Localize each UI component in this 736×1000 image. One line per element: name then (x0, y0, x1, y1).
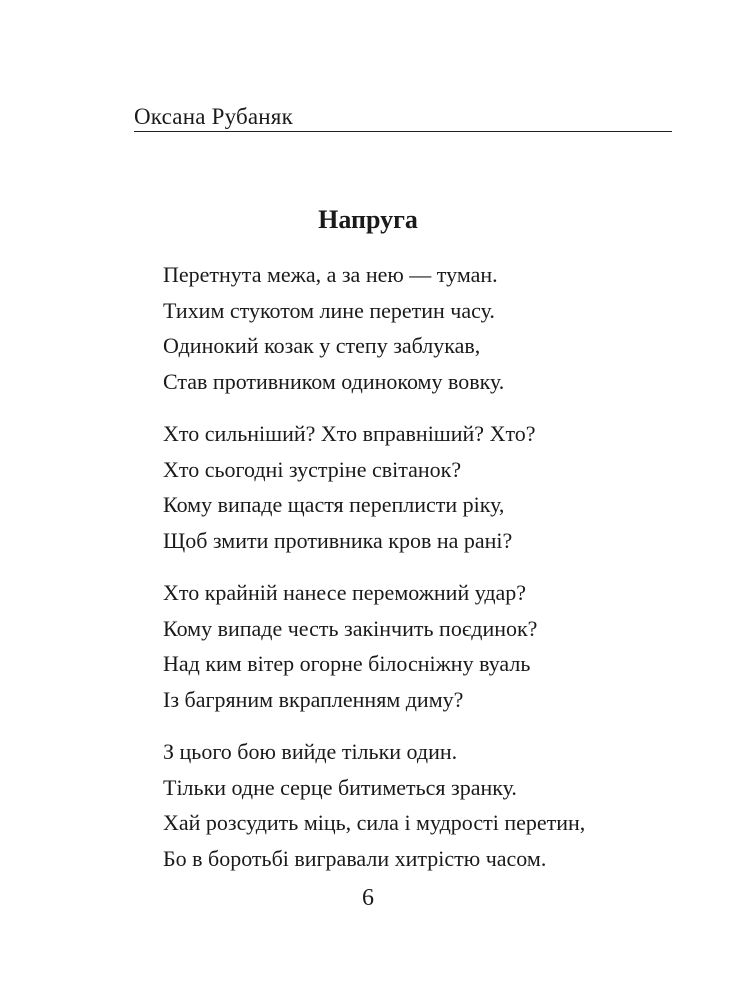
poem-line: Кому випаде щастя переплисти ріку, (163, 492, 505, 517)
stanza-2 (163, 416, 585, 558)
poem-line: Став противником одинокому вовку. (163, 368, 505, 394)
poem-line: Одинокий козак у степу заблукав, (163, 333, 481, 358)
stanza-3 (163, 575, 585, 717)
stanza-1 (163, 257, 585, 399)
stanza-4 (163, 734, 585, 876)
poem-line: Бо в боротьбі вигравали хитрістю часом. (163, 845, 547, 871)
poem-line: Над ким вітер огорне білосніжну вуаль (163, 651, 531, 676)
page-number: 6 (362, 885, 374, 911)
poem-title: Напруга (318, 205, 418, 234)
poem-line: Хто сьогодні зустріне світанок? (163, 456, 462, 482)
poem-body (163, 257, 585, 893)
poem-line: Хай розсудить міць, сила і мудрості перетин, (163, 810, 586, 835)
poem-line: Тільки одне серце битиметься зранку. (163, 774, 517, 800)
poem-line: З цього бою вийде тільки один. (163, 739, 458, 764)
poem-line: Перетнута межа, а за нею — туман. (163, 262, 498, 287)
poem-line: Тихим стукотом лине перетин часу. (163, 297, 495, 323)
poem-line: Хто крайній нанесе переможний удар? (163, 580, 527, 605)
poem-line: Кому випаде честь закінчить поєдинок? (163, 615, 538, 641)
poem-line: Щоб змити противника кров на рані? (163, 527, 513, 553)
poem-line: Із багряним вкрапленням диму? (163, 686, 464, 712)
running-head-author: Оксана Рубаняк (134, 104, 293, 129)
header-rule (134, 131, 672, 132)
poem-line: Хто сильніший? Хто вправніший? Хто? (163, 421, 536, 446)
